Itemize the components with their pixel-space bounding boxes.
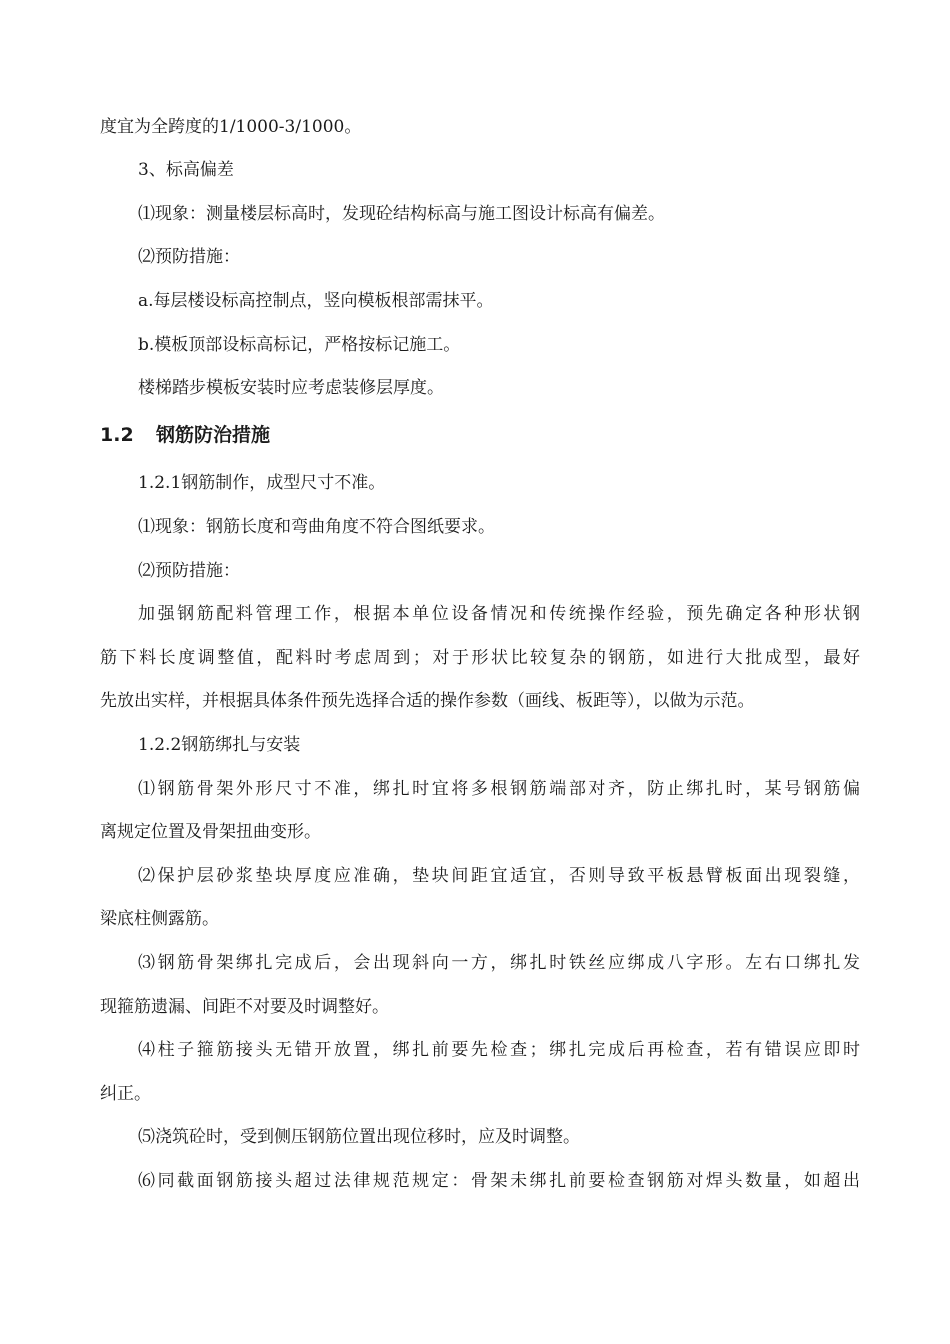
section-heading [100,423,860,447]
subsection-title: 3、标高偏差 [138,160,234,180]
paragraph-line: ⑴现象：钢筋长度和弯曲角度不符合图纸要求。 [138,517,495,537]
subsection-title: 1.2.1钢筋制作，成型尺寸不准。 [138,473,386,493]
paragraph-line: a.每层楼设标高控制点，竖向模板根部需抹平。 [138,291,494,311]
paragraph-line: 楼梯踏步模板安装时应考虑装修层厚度。 [138,378,444,398]
paragraph-line: ⑵保护层砂浆垫块厚度应准确，垫块间距宜适宜，否则导致平板悬臂板面出现裂缝， [138,866,860,886]
paragraph-line: ⑴钢筋骨架外形尺寸不准，绑扎时宜将多根钢筋端部对齐，防止绑扎时，某号钢筋偏 [138,779,860,799]
paragraph-line: ⑹同截面钢筋接头超过法律规范规定：骨架未绑扎前要检查钢筋对焊头数量，如超出 [138,1171,860,1191]
paragraph-line: ⑷柱子箍筋接头无错开放置，绑扎前要先检查；绑扎完成后再检查，若有错误应即时 [138,1040,860,1060]
paragraph-line: 纠正。 [100,1084,151,1104]
section-number: 1.2 [100,424,134,446]
paragraph-line: ⑶钢筋骨架绑扎完成后，会出现斜向一方，绑扎时铁丝应绑成八字形。左右口绑扎发 [138,953,860,973]
paragraph-line: 现箍筋遗漏、间距不对要及时调整好。 [100,997,389,1017]
paragraph-line: 筋下料长度调整值，配料时考虑周到；对于形状比较复杂的钢筋，如进行大批成型，最好 [100,648,860,668]
paragraph-line: 先放出实样，并根据具体条件预先选择合适的操作参数（画线、板距等），以做为示范。 [100,691,755,711]
section-title: 钢筋防治措施 [156,424,271,446]
paragraph-line: ⑸浇筑砼时，受到侧压钢筋位置出现位移时，应及时调整。 [138,1127,580,1147]
paragraph-line: 度宜为全跨度的1/1000-3/1000。 [100,117,362,137]
paragraph-line: b.模板顶部设标高标记，严格按标记施工。 [138,335,461,355]
paragraph-line: 离规定位置及骨架扭曲变形。 [100,822,321,842]
paragraph-line: ⑴现象：测量楼层标高时，发现砼结构标高与施工图设计标高有偏差。 [138,204,665,224]
subsection-title: 1.2.2钢筋绑扎与安装 [138,735,301,755]
paragraph-line: ⑵预防措施： [138,247,240,267]
paragraph-line: ⑵预防措施： [138,561,240,581]
paragraph-line: 梁底柱侧露筋。 [100,909,219,929]
paragraph-line: 加强钢筋配料管理工作，根据本单位设备情况和传统操作经验，预先确定各种形状钢 [138,604,860,624]
